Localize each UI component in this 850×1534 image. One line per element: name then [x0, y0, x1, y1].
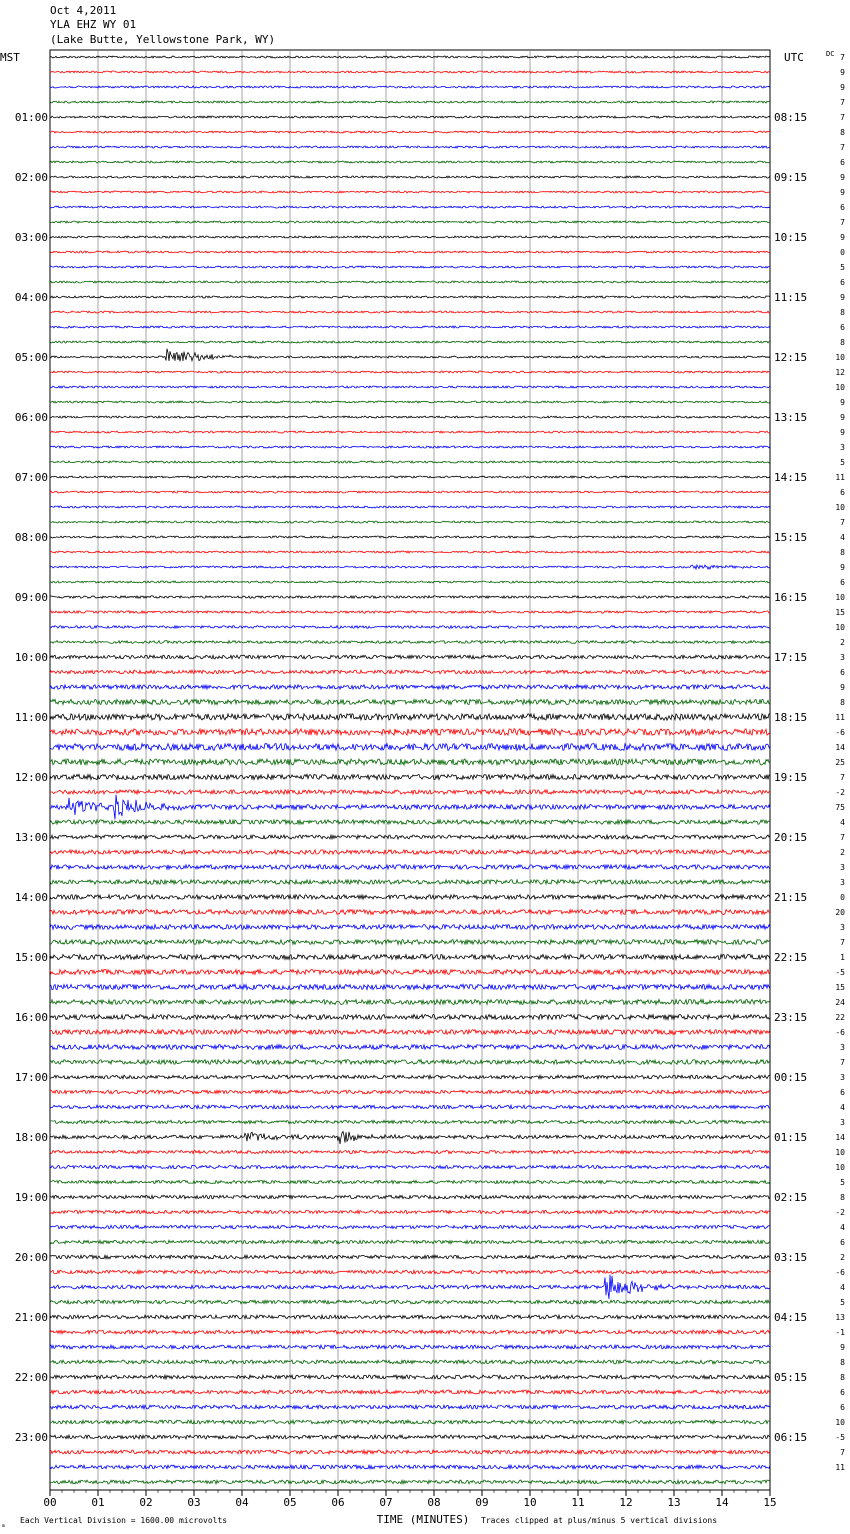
dc-offset-label: 7	[840, 113, 845, 122]
dc-offset-label: 3	[840, 1043, 845, 1052]
dc-offset-label: 11	[835, 713, 845, 722]
dc-offset-label: 7	[840, 1058, 845, 1067]
utc-hour-label: 01:15	[774, 1131, 808, 1144]
mst-hour-label: 11:00	[14, 711, 48, 724]
scale-note: Each Vertical Division = 1600.00 microvolts	[20, 1516, 228, 1525]
dc-offset-label: 9	[840, 428, 845, 437]
x-tick-label: 14	[715, 1496, 729, 1509]
mst-hour-label: 08:00	[14, 531, 48, 544]
seismic-trace	[50, 311, 770, 313]
utc-hour-label: 10:15	[774, 231, 808, 244]
utc-hour-label: 11:15	[774, 291, 808, 304]
dc-offset-label: 15	[835, 983, 845, 992]
axis-labels	[0, 50, 845, 1529]
seismic-trace	[50, 1405, 770, 1409]
mst-hour-label: 03:00	[14, 231, 48, 244]
dc-offset-label: 5	[840, 1298, 845, 1307]
dc-offset-label: 3	[840, 923, 845, 932]
mst-hour-label: 05:00	[14, 351, 48, 364]
dc-offset-label: 8	[840, 698, 845, 707]
dc-offset-label: -5	[835, 1433, 845, 1442]
dc-offset-label: 6	[840, 1088, 845, 1097]
seismic-trace	[50, 236, 770, 238]
utc-hour-label: 08:15	[774, 111, 808, 124]
seismic-trace	[50, 1180, 770, 1183]
seismic-trace	[50, 296, 770, 298]
seismic-trace	[50, 176, 770, 178]
dc-offset-label: 7	[840, 53, 845, 62]
seismic-trace	[50, 1270, 770, 1274]
dc-offset-label: 7	[840, 98, 845, 107]
dc-offset-label: 10	[835, 1148, 845, 1157]
dc-offset-label: 4	[840, 1103, 845, 1112]
seismic-trace	[50, 131, 770, 133]
dc-offset-label: 2	[840, 638, 845, 647]
seismic-trace	[50, 925, 770, 930]
seismic-trace	[50, 431, 770, 433]
dc-offset-label: 75	[835, 803, 845, 812]
seismic-trace	[50, 655, 770, 659]
seismic-trace	[50, 1300, 770, 1304]
seismic-trace	[50, 626, 770, 629]
dc-offset-label: -6	[835, 1268, 845, 1277]
utc-hour-label: 19:15	[774, 771, 808, 784]
seismic-trace	[50, 1450, 770, 1454]
dc-offset-label: 8	[840, 308, 845, 317]
seismic-trace	[50, 714, 770, 720]
mst-hour-label: 14:00	[14, 891, 48, 904]
dc-offset-label: 24	[835, 998, 845, 1007]
dc-offset-label: 9	[840, 188, 845, 197]
seismic-trace	[50, 1465, 770, 1469]
mst-hour-label: 17:00	[14, 1071, 48, 1084]
dc-offset-label: 9	[840, 683, 845, 692]
utc-hour-label: 02:15	[774, 1191, 808, 1204]
dc-offset-label: 6	[840, 278, 845, 287]
utc-hour-label: 06:15	[774, 1431, 808, 1444]
dc-offset-label: 4	[840, 1223, 845, 1232]
dc-offset-label: 9	[840, 1343, 845, 1352]
plot-frame	[50, 50, 770, 1490]
station-code: YLA EHZ WY 01	[50, 18, 137, 31]
seismic-trace	[50, 940, 770, 945]
dc-offset-label: 10	[835, 503, 845, 512]
dc-offset-label: 10	[835, 353, 845, 362]
seismic-trace	[50, 865, 770, 869]
seismic-trace	[50, 759, 770, 765]
seismic-trace	[50, 71, 770, 73]
seismic-trace	[50, 699, 770, 704]
seismic-trace	[50, 146, 770, 148]
dc-offset-label: -1	[835, 1328, 845, 1337]
dc-offset-label: -5	[835, 968, 845, 977]
seismic-trace	[50, 1240, 770, 1243]
utc-hour-label: 00:15	[774, 1071, 808, 1084]
dc-offset-label: 7	[840, 773, 845, 782]
seismic-trace	[50, 491, 770, 493]
dc-offset-label: 6	[840, 323, 845, 332]
seismic-trace	[50, 970, 770, 975]
dc-offset-label: 7	[840, 938, 845, 947]
dc-offset-label: -2	[835, 788, 845, 797]
seismic-trace	[50, 536, 770, 538]
x-tick-label: 03	[187, 1496, 201, 1509]
dc-offset-label: 4	[840, 533, 845, 542]
seismic-trace	[50, 1330, 770, 1334]
dc-offset-label: 3	[840, 1118, 845, 1127]
seismic-trace	[50, 880, 770, 884]
seismic-trace	[50, 1360, 770, 1364]
mst-axis-label: MST	[0, 51, 20, 64]
seismic-trace	[50, 506, 770, 508]
dc-offset-label: 10	[835, 623, 845, 632]
dc-offset-label: 8	[840, 1358, 845, 1367]
seismic-trace	[50, 984, 770, 989]
utc-hour-label: 15:15	[774, 531, 808, 544]
dc-offset-label: 7	[840, 1448, 845, 1457]
utc-hour-label: 12:15	[774, 351, 808, 364]
utc-hour-label: 16:15	[774, 591, 808, 604]
seismic-trace	[50, 1105, 770, 1109]
x-tick-label: 09	[475, 1496, 489, 1509]
utc-hour-label: 20:15	[774, 831, 808, 844]
seismic-trace	[50, 281, 770, 283]
mst-hour-label: 01:00	[14, 111, 48, 124]
dc-offset-label: 20	[835, 908, 845, 917]
x-tick-label: 11	[571, 1496, 585, 1509]
seismic-trace	[50, 1165, 770, 1168]
seismic-trace	[50, 1255, 770, 1259]
seismic-trace	[50, 1000, 770, 1005]
dc-offset-label: 15	[835, 608, 845, 617]
dc-offset-label: 6	[840, 1388, 845, 1397]
mst-hour-label: 23:00	[14, 1431, 48, 1444]
seismic-trace	[50, 790, 770, 794]
x-tick-label: 00	[43, 1496, 57, 1509]
seismic-trace	[50, 1225, 770, 1228]
dc-offset-label: 6	[840, 158, 845, 167]
seismic-trace	[50, 1090, 770, 1094]
seismic-trace	[50, 1030, 770, 1035]
x-tick-label: 13	[667, 1496, 681, 1509]
dc-offset-label: 6	[840, 578, 845, 587]
utc-hour-label: 22:15	[774, 951, 808, 964]
dc-offset-label: 25	[835, 758, 845, 767]
dc-offset-label: 9	[840, 398, 845, 407]
mst-hour-label: 19:00	[14, 1191, 48, 1204]
seismic-trace	[50, 1210, 770, 1213]
chart-date: Oct 4,2011	[50, 4, 117, 17]
seismic-trace	[50, 1045, 770, 1050]
dc-offset-label: 8	[840, 338, 845, 347]
dc-offset-label: 14	[835, 1133, 845, 1142]
dc-offset-label: 7	[840, 143, 845, 152]
seismic-trace	[50, 521, 770, 523]
x-tick-label: 02	[139, 1496, 153, 1509]
mst-hour-label: 22:00	[14, 1371, 48, 1384]
dc-offset-label: 10	[835, 383, 845, 392]
dc-offset-label: 9	[840, 413, 845, 422]
utc-hour-label: 09:15	[774, 171, 808, 184]
dc-offset-label: 11	[835, 473, 845, 482]
station-location: (Lake Butte, Yellowstone Park, WY)	[50, 33, 276, 46]
dc-offset-label: 3	[840, 1073, 845, 1082]
dc-offset-label: 14	[835, 743, 845, 752]
dc-offset-label: -6	[835, 728, 845, 737]
dc-offset-label: 10	[835, 1163, 845, 1172]
dc-offset-label: 0	[840, 248, 845, 257]
seismic-trace	[50, 670, 770, 674]
seismic-trace	[50, 56, 770, 58]
dc-offset-label: 2	[840, 1253, 845, 1262]
dc-offset-label: 7	[840, 518, 845, 527]
dc-offset-label: 2	[840, 848, 845, 857]
seismic-trace	[50, 221, 770, 223]
dc-offset-label: 6	[840, 1403, 845, 1412]
seismic-trace	[50, 349, 770, 362]
x-tick-label: 06	[331, 1496, 345, 1509]
utc-hour-label: 05:15	[774, 1371, 808, 1384]
dc-offset-label: 4	[840, 1283, 845, 1292]
seismic-trace	[50, 371, 770, 373]
dc-offset-label: 9	[840, 293, 845, 302]
seismic-trace	[50, 416, 770, 418]
dc-offset-label: 6	[840, 488, 845, 497]
seismic-trace	[50, 206, 770, 208]
mst-hour-label: 04:00	[14, 291, 48, 304]
seismic-trace	[50, 341, 770, 343]
seismic-trace	[50, 1132, 770, 1145]
utc-hour-label: 13:15	[774, 411, 808, 424]
seismic-trace	[50, 1480, 770, 1484]
mst-hour-label: 02:00	[14, 171, 48, 184]
seismic-trace	[50, 386, 770, 388]
dc-offset-label: 8	[840, 128, 845, 137]
seismic-trace	[50, 835, 770, 839]
utc-hour-label: 03:15	[774, 1251, 808, 1264]
seismic-trace	[50, 1390, 770, 1394]
seismic-trace	[50, 581, 770, 583]
utc-hour-label: 14:15	[774, 471, 808, 484]
dc-offset-label: 9	[840, 68, 845, 77]
dc-offset-label: 3	[840, 863, 845, 872]
dc-offset-label: -2	[835, 1208, 845, 1217]
mst-hour-label: 09:00	[14, 591, 48, 604]
seismic-trace	[50, 565, 770, 569]
mst-hour-label: 07:00	[14, 471, 48, 484]
dc-offset-label: 6	[840, 203, 845, 212]
dc-offset-label: 5	[840, 458, 845, 467]
seismic-trace	[50, 1120, 770, 1123]
dc-column-label: DC	[826, 50, 835, 58]
seismic-trace	[50, 820, 770, 824]
seismic-trace	[50, 1315, 770, 1319]
utc-hour-label: 21:15	[774, 891, 808, 904]
dc-offset-label: 8	[840, 1373, 845, 1382]
dc-offset-label: 9	[840, 233, 845, 242]
seismic-trace	[50, 191, 770, 193]
seismic-trace	[50, 266, 770, 268]
utc-axis-label: UTC	[784, 51, 804, 64]
seismic-trace	[50, 1375, 770, 1379]
dc-offset-label: 8	[840, 1193, 845, 1202]
seismic-trace	[50, 774, 770, 779]
mst-hour-label: 12:00	[14, 771, 48, 784]
seismic-trace	[50, 729, 770, 735]
seismic-trace	[50, 641, 770, 644]
seismic-trace	[50, 596, 770, 598]
seismic-trace	[50, 161, 770, 163]
seismic-trace	[50, 1075, 770, 1079]
x-tick-label: 10	[523, 1496, 537, 1509]
mst-hour-label: 15:00	[14, 951, 48, 964]
utc-hour-label: 04:15	[774, 1311, 808, 1324]
seismic-trace	[50, 1275, 770, 1299]
dc-offset-label: 3	[840, 443, 845, 452]
seismic-trace	[50, 551, 770, 553]
seismic-trace	[50, 1195, 770, 1198]
dc-offset-label: 8	[840, 548, 845, 557]
dc-offset-label: 11	[835, 1463, 845, 1472]
seismic-trace	[50, 326, 770, 328]
seismic-trace	[50, 611, 770, 613]
seismic-trace	[50, 101, 770, 103]
seismic-trace	[50, 251, 770, 253]
mst-hour-label: 06:00	[14, 411, 48, 424]
dc-offset-label: 4	[840, 818, 845, 827]
x-tick-label: 12	[619, 1496, 633, 1509]
dc-offset-label: 9	[840, 563, 845, 572]
mst-hour-label: 16:00	[14, 1011, 48, 1024]
seismic-trace	[50, 1435, 770, 1439]
dc-offset-label: 5	[840, 263, 845, 272]
dc-offset-label: 5	[840, 1178, 845, 1187]
x-tick-label: 01	[91, 1496, 105, 1509]
trace-lines	[50, 56, 770, 1484]
seismic-trace	[50, 955, 770, 960]
dc-offset-label: 6	[840, 668, 845, 677]
utc-hour-label: 23:15	[774, 1011, 808, 1024]
seismic-trace	[50, 476, 770, 478]
dc-offset-label: 3	[840, 653, 845, 662]
dc-offset-label: 7	[840, 218, 845, 227]
mst-hour-label: 20:00	[14, 1251, 48, 1264]
dc-offset-label: 10	[835, 593, 845, 602]
dc-offset-label: 9	[840, 83, 845, 92]
dc-offset-label: 10	[835, 1418, 845, 1427]
mst-hour-label: 10:00	[14, 651, 48, 664]
x-axis-title: TIME (MINUTES)	[376, 1513, 470, 1526]
seismic-trace	[50, 895, 770, 900]
dc-offset-label: 12	[835, 368, 845, 377]
seismic-trace	[50, 1150, 770, 1153]
x-tick-label: 07	[379, 1496, 393, 1509]
seismic-trace	[50, 795, 770, 820]
dc-offset-label: 6	[840, 1238, 845, 1247]
seismic-trace	[50, 1345, 770, 1349]
dc-offset-label: 7	[840, 833, 845, 842]
mst-hour-label: 13:00	[14, 831, 48, 844]
x-tick-label: 05	[283, 1496, 297, 1509]
seismic-trace	[50, 461, 770, 463]
seismic-trace	[50, 744, 770, 751]
seismic-trace	[50, 1060, 770, 1065]
dc-offset-label: -6	[835, 1028, 845, 1037]
x-tick-label: 04	[235, 1496, 249, 1509]
seismic-trace	[50, 446, 770, 448]
dc-offset-label: 9	[840, 173, 845, 182]
dc-offset-label: 22	[835, 1013, 845, 1022]
x-tick-label: 08	[427, 1496, 441, 1509]
seismic-trace	[50, 1420, 770, 1424]
utc-hour-label: 18:15	[774, 711, 808, 724]
corner-mark: ₘ	[1, 1520, 6, 1529]
mst-hour-label: 21:00	[14, 1311, 48, 1324]
utc-hour-label: 17:15	[774, 651, 808, 664]
seismic-trace	[50, 401, 770, 403]
mst-hour-label: 18:00	[14, 1131, 48, 1144]
x-tick-label: 15	[763, 1496, 777, 1509]
seismic-trace	[50, 86, 770, 88]
seismic-trace	[50, 850, 770, 854]
seismic-trace	[50, 910, 770, 915]
dc-offset-label: 3	[840, 878, 845, 887]
seismic-trace	[50, 1015, 770, 1020]
dc-offset-label: 0	[840, 893, 845, 902]
seismic-trace	[50, 116, 770, 118]
dc-offset-label: 13	[835, 1313, 845, 1322]
seismic-trace	[50, 685, 770, 689]
clip-note: Traces clipped at plus/minus 5 vertical divisions	[481, 1516, 718, 1525]
dc-offset-label: 1	[840, 953, 845, 962]
